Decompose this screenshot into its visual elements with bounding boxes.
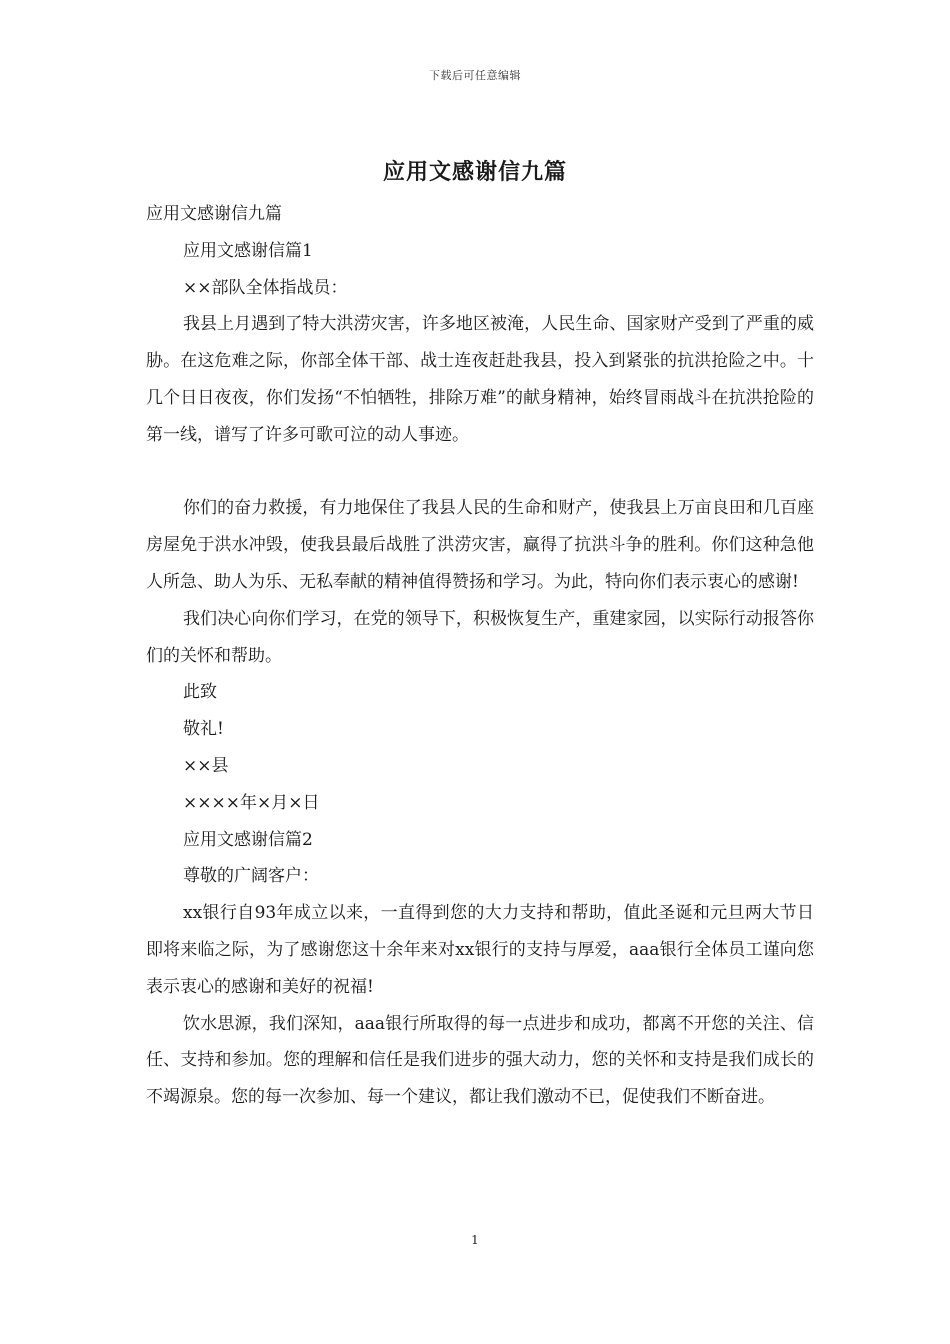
letter1-salutation: ××部队全体指战员： bbox=[183, 277, 348, 298]
letter1-closing-2: 敬礼! bbox=[183, 719, 224, 740]
letter1-paragraph-2: 你们的奋力救援，有力地保住了我县人民的生命和财产，使我县上万亩良田和几百座房屋免于洪水冲毁，使我县最后战胜了洪涝灾害，赢得了抗洪斗争的胜利。你们这种急他人所急、助人为乐、无私奉献的精神值得赞扬和学习。为此，特向你们表示衷心的感谢! bbox=[146, 498, 814, 592]
document-body bbox=[146, 196, 814, 1116]
letter1-heading: 应用文感谢信篇1 bbox=[183, 240, 313, 261]
page-header-note: 下载后可任意编辑 bbox=[429, 69, 521, 82]
letter1-paragraph-3: 我们决心向你们学习，在党的领导下，积极恢复生产，重建家园，以实际行动报答你们的关怀和帮助。 bbox=[146, 608, 814, 666]
paragraph-spacer bbox=[146, 454, 814, 491]
letter2-salutation: 尊敬的广阔客户： bbox=[183, 866, 319, 887]
page-number: 1 bbox=[471, 1233, 479, 1247]
document-subtitle: 应用文感谢信九篇 bbox=[146, 204, 282, 224]
letter2-paragraph-2: 饮水思源，我们深知，aaa银行所取得的每一点进步和成功，都离不开您的关注、信任、支持和参加。您的理解和信任是我们进步的强大动力，您的关怀和支持是我们成长的不竭源泉。您的每一次参加、每一个建议，都让我们激动不已，促使我们不断奋进。 bbox=[146, 1013, 814, 1108]
letter1-date: ××××年×月×日 bbox=[183, 792, 320, 813]
letter1-closing-1: 此致 bbox=[183, 682, 217, 703]
letter1-signature: ××县 bbox=[183, 755, 229, 776]
document-title: 应用文感谢信九篇 bbox=[382, 159, 567, 185]
letter1-paragraph-1: 我县上月遇到了特大洪涝灾害，许多地区被淹，人民生命、国家财产受到了严重的威胁。在这危难之际，你部全体干部、战士连夜赶赴我县，投入到紧张的抗洪抢险之中。十几个日日夜夜，你们发扬“不怕牺牲，排除万难”的献身精神，始终冒雨战斗在抗洪抢险的第一线，谱写了许多可歌可泣的动人事迹。 bbox=[146, 314, 814, 445]
letter2-heading: 应用文感谢信篇2 bbox=[183, 829, 313, 850]
letter2-paragraph-1: xx银行自93年成立以来，一直得到您的大力支持和帮助，值此圣诞和元旦两大节日即将来临之际，为了感谢您这十余年来对xx银行的支持与厚爱，aaa银行全体员工谨向您表示衷心的感谢和美好的祝福! bbox=[146, 903, 814, 997]
